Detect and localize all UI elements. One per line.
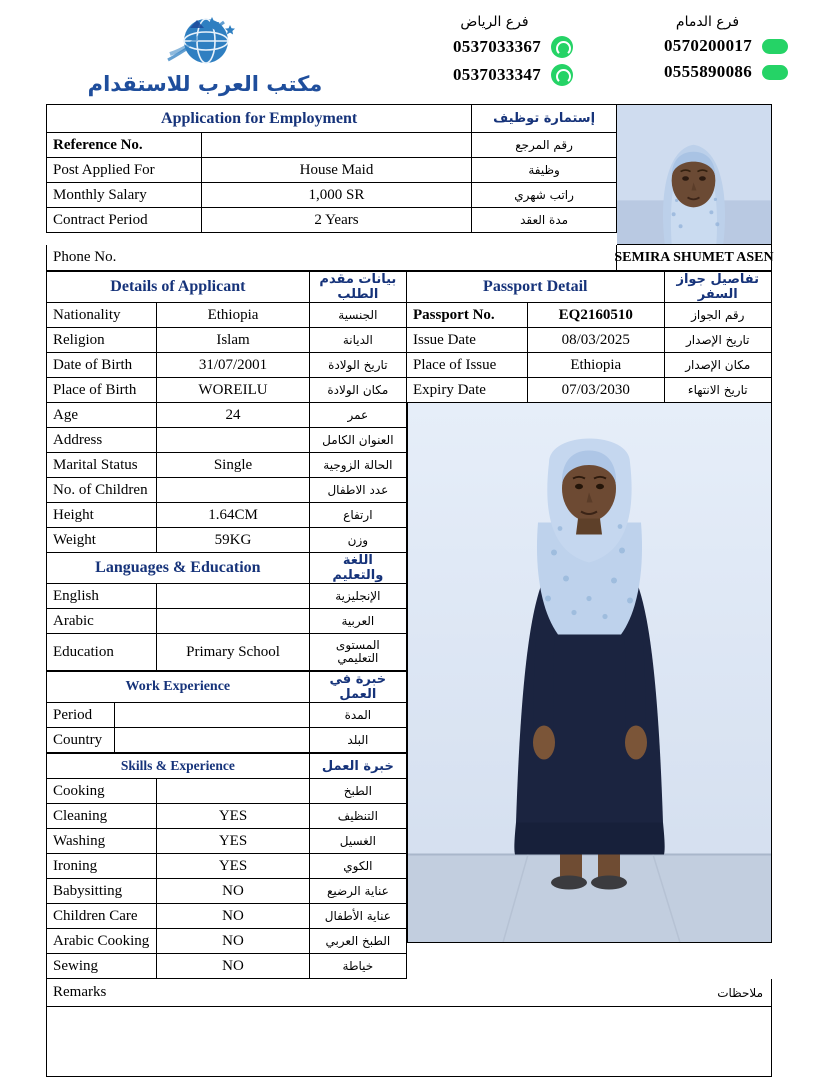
issue-date-label: Issue Date	[407, 328, 527, 353]
table-row	[407, 353, 772, 378]
table-row	[47, 303, 407, 328]
table-row	[47, 328, 407, 353]
monthly-salary-label-ar: راتب شهري	[472, 183, 617, 208]
table-row	[47, 353, 407, 378]
table-row	[47, 553, 407, 584]
table-row	[47, 584, 407, 609]
applicant-fullbody-photo	[407, 403, 772, 943]
applicant-name: SEMIRA SHUMET ASEN	[617, 245, 772, 271]
company-logo	[40, 6, 370, 96]
contract-period-label: Contract Period	[47, 208, 202, 233]
table-row	[47, 804, 407, 829]
children-care-label: Children Care	[47, 904, 157, 929]
table-row	[47, 105, 617, 133]
table-row	[47, 272, 407, 303]
phone-no-cell	[46, 245, 617, 271]
phone-no-label: Phone No.	[53, 249, 117, 266]
washing-label-ar: الغسيل	[309, 829, 406, 854]
sewing-value[interactable]: NO	[157, 954, 309, 979]
passport-title-en: Passport Detail	[407, 272, 664, 303]
weight-label-ar: وزن	[309, 528, 406, 553]
place-of-issue-value[interactable]: Ethiopia	[527, 353, 664, 378]
employment-form	[46, 104, 772, 1077]
table-row	[407, 378, 772, 403]
table-row	[47, 879, 407, 904]
expiry-date-value[interactable]: 07/03/2030	[527, 378, 664, 403]
skills-title-en: Skills & Experience	[47, 754, 310, 779]
height-value[interactable]: 1.64CM	[157, 503, 309, 528]
monthly-salary-value[interactable]: 1,000 SR	[201, 183, 471, 208]
table-row	[407, 303, 772, 328]
work-experience-title-en: Work Experience	[47, 672, 310, 703]
washing-label: Washing	[47, 829, 157, 854]
cleaning-value[interactable]: YES	[157, 804, 309, 829]
sewing-label-ar: خياطة	[309, 954, 406, 979]
phone-number: 0537033347	[453, 65, 541, 84]
education-label: Education	[47, 634, 157, 671]
right-column	[407, 271, 772, 979]
place-of-birth-label-ar: مكان الولادة	[309, 378, 406, 403]
children-count-label: No. of Children	[47, 478, 157, 503]
phone-row	[416, 36, 573, 58]
sewing-label: Sewing	[47, 954, 157, 979]
arabic-label-ar: العربية	[309, 609, 406, 634]
children-count-label-ar: عدد الاطفال	[309, 478, 406, 503]
whatsapp-icon	[762, 65, 788, 80]
application-header-block	[46, 104, 772, 245]
ironing-label: Ironing	[47, 854, 157, 879]
cooking-value[interactable]	[157, 779, 309, 804]
table-row	[47, 428, 407, 453]
weight-label: Weight	[47, 528, 157, 553]
washing-value[interactable]: YES	[157, 829, 309, 854]
contract-period-label-ar: مدة العقد	[472, 208, 617, 233]
education-label-ar: المستوى التعليمي	[309, 634, 406, 671]
issue-date-value[interactable]: 08/03/2025	[527, 328, 664, 353]
phone-number: 0555890086	[664, 62, 752, 81]
table-row	[47, 503, 407, 528]
table-row	[47, 672, 407, 703]
table-row	[47, 954, 407, 979]
marital-status-value[interactable]: Single	[157, 453, 309, 478]
arabic-cooking-label-ar: الطبخ العربي	[309, 929, 406, 954]
table-row	[47, 728, 407, 753]
ironing-label-ar: الكوي	[309, 854, 406, 879]
applicant-details-title-en: Details of Applicant	[47, 272, 310, 303]
work-experience-table	[46, 671, 407, 753]
application-title-ar: إستمارة توظيف	[472, 105, 617, 133]
table-row	[47, 158, 617, 183]
passport-no-value[interactable]: EQ2160510	[527, 303, 664, 328]
remarks-label: Remarks	[53, 984, 107, 1001]
phone-number: 0570200017	[664, 36, 752, 55]
table-row	[47, 854, 407, 879]
place-of-issue-label: Place of Issue	[407, 353, 527, 378]
age-value[interactable]: 24	[157, 403, 309, 428]
table-row	[47, 609, 407, 634]
religion-label: Religion	[47, 328, 157, 353]
skills-title-ar: خبرة العمل	[309, 754, 406, 779]
ironing-value[interactable]: YES	[157, 854, 309, 879]
cleaning-label: Cleaning	[47, 804, 157, 829]
issue-date-label-ar: تاريخ الإصدار	[664, 328, 771, 353]
table-row	[47, 779, 407, 804]
place-of-issue-label-ar: مكان الإصدار	[664, 353, 771, 378]
table-row	[407, 328, 772, 353]
remarks-label-ar: ملاحظات	[717, 985, 763, 1000]
table-row	[47, 634, 407, 671]
branch-dammam	[627, 14, 788, 92]
branch-contacts	[370, 6, 788, 92]
form-body	[46, 271, 772, 979]
cleaning-label-ar: التنظيف	[309, 804, 406, 829]
address-label-ar: العنوان الكامل	[309, 428, 406, 453]
contract-period-value[interactable]: 2 Years	[201, 208, 471, 233]
marital-status-label-ar: الحالة الزوجية	[309, 453, 406, 478]
age-label: Age	[47, 403, 157, 428]
globe-icon	[150, 8, 260, 70]
table-row	[47, 528, 407, 553]
table-row	[47, 904, 407, 929]
reference-no-label: Reference No.	[47, 133, 202, 158]
place-of-birth-label: Place of Birth	[47, 378, 157, 403]
english-value[interactable]	[157, 584, 309, 609]
education-value[interactable]: Primary School	[157, 634, 309, 671]
applicant-details-title-ar: بيانات مقدم الطلب	[309, 272, 406, 303]
babysitting-label: Babysitting	[47, 879, 157, 904]
remarks-row	[46, 979, 772, 1007]
arabic-label: Arabic	[47, 609, 157, 634]
date-of-birth-label: Date of Birth	[47, 353, 157, 378]
religion-value[interactable]: Islam	[157, 328, 309, 353]
table-row	[407, 272, 772, 303]
nationality-label: Nationality	[47, 303, 157, 328]
phone-row	[416, 64, 573, 86]
table-row	[47, 703, 407, 728]
phone-name-row	[46, 245, 772, 271]
passport-detail-table	[407, 271, 772, 403]
cooking-label: Cooking	[47, 779, 157, 804]
left-column	[46, 271, 407, 979]
arabic-cooking-value[interactable]: NO	[157, 929, 309, 954]
arabic-value[interactable]	[157, 609, 309, 634]
post-applied-label-ar: وظيفة	[472, 158, 617, 183]
children-count-value[interactable]	[157, 478, 309, 503]
cooking-label-ar: الطبخ	[309, 779, 406, 804]
whatsapp-icon	[551, 36, 573, 58]
monthly-salary-label: Monthly Salary	[47, 183, 202, 208]
children-care-value[interactable]: NO	[157, 904, 309, 929]
date-of-birth-value[interactable]: 31/07/2001	[157, 353, 309, 378]
expiry-date-label-ar: تاريخ الانتهاء	[664, 378, 771, 403]
phone-number: 0537033367	[453, 37, 541, 56]
passport-no-label: Passport No.	[407, 303, 527, 328]
height-label: Height	[47, 503, 157, 528]
company-name: مكتب العرب للاستقدام	[87, 72, 323, 96]
marital-status-label: Marital Status	[47, 453, 157, 478]
table-row	[47, 754, 407, 779]
period-value[interactable]	[115, 703, 310, 728]
remarks-body[interactable]	[46, 1007, 772, 1077]
work-experience-title-ar: خبرة في العمل	[309, 672, 406, 703]
table-row	[47, 183, 617, 208]
english-label-ar: الإنجليزية	[309, 584, 406, 609]
table-row	[47, 453, 407, 478]
expiry-date-label: Expiry Date	[407, 378, 527, 403]
passport-title-ar: تفاصيل جواز السفر	[664, 272, 771, 303]
children-care-label-ar: عناية الأطفال	[309, 904, 406, 929]
babysitting-value[interactable]: NO	[157, 879, 309, 904]
place-of-birth-value[interactable]: WOREILU	[157, 378, 309, 403]
country-label-ar: البلد	[309, 728, 406, 753]
document-header	[0, 0, 818, 104]
whatsapp-icon	[551, 64, 573, 86]
applicant-headshot-photo	[617, 104, 772, 245]
branch-title: فرع الرياض	[460, 14, 529, 30]
table-row	[47, 403, 407, 428]
country-value[interactable]	[115, 728, 310, 753]
nationality-value[interactable]: Ethiopia	[157, 303, 309, 328]
date-of-birth-label-ar: تاريخ الولادة	[309, 353, 406, 378]
whatsapp-icon	[762, 39, 788, 54]
skills-table	[46, 753, 407, 979]
phone-row	[627, 36, 788, 56]
application-table	[46, 104, 617, 233]
religion-label-ar: الديانة	[309, 328, 406, 353]
address-value[interactable]	[157, 428, 309, 453]
application-title-en: Application for Employment	[47, 105, 472, 133]
english-label: English	[47, 584, 157, 609]
table-row	[47, 829, 407, 854]
reference-no-value[interactable]	[201, 133, 471, 158]
height-label-ar: ارتفاع	[309, 503, 406, 528]
reference-no-label-ar: رقم المرجع	[472, 133, 617, 158]
applicant-details-table	[46, 271, 407, 553]
table-row	[47, 929, 407, 954]
babysitting-label-ar: عناية الرضيع	[309, 879, 406, 904]
table-row	[47, 478, 407, 503]
post-applied-value[interactable]: House Maid	[201, 158, 471, 183]
weight-value[interactable]: 59KG	[157, 528, 309, 553]
arabic-cooking-label: Arabic Cooking	[47, 929, 157, 954]
age-label-ar: عمر	[309, 403, 406, 428]
period-label-ar: المدة	[309, 703, 406, 728]
branch-title: فرع الدمام	[675, 14, 740, 30]
passport-no-label-ar: رقم الجواز	[664, 303, 771, 328]
period-label: Period	[47, 703, 115, 728]
post-applied-label: Post Applied For	[47, 158, 202, 183]
table-row	[47, 133, 617, 158]
languages-education-table	[46, 553, 407, 671]
address-label: Address	[47, 428, 157, 453]
phone-row	[627, 62, 788, 82]
table-row	[47, 208, 617, 233]
nationality-label-ar: الجنسية	[309, 303, 406, 328]
languages-title-ar: اللغة والتعليم	[309, 553, 406, 584]
table-row	[47, 378, 407, 403]
country-label: Country	[47, 728, 115, 753]
languages-title-en: Languages & Education	[47, 553, 310, 584]
branch-riyadh	[416, 14, 573, 92]
